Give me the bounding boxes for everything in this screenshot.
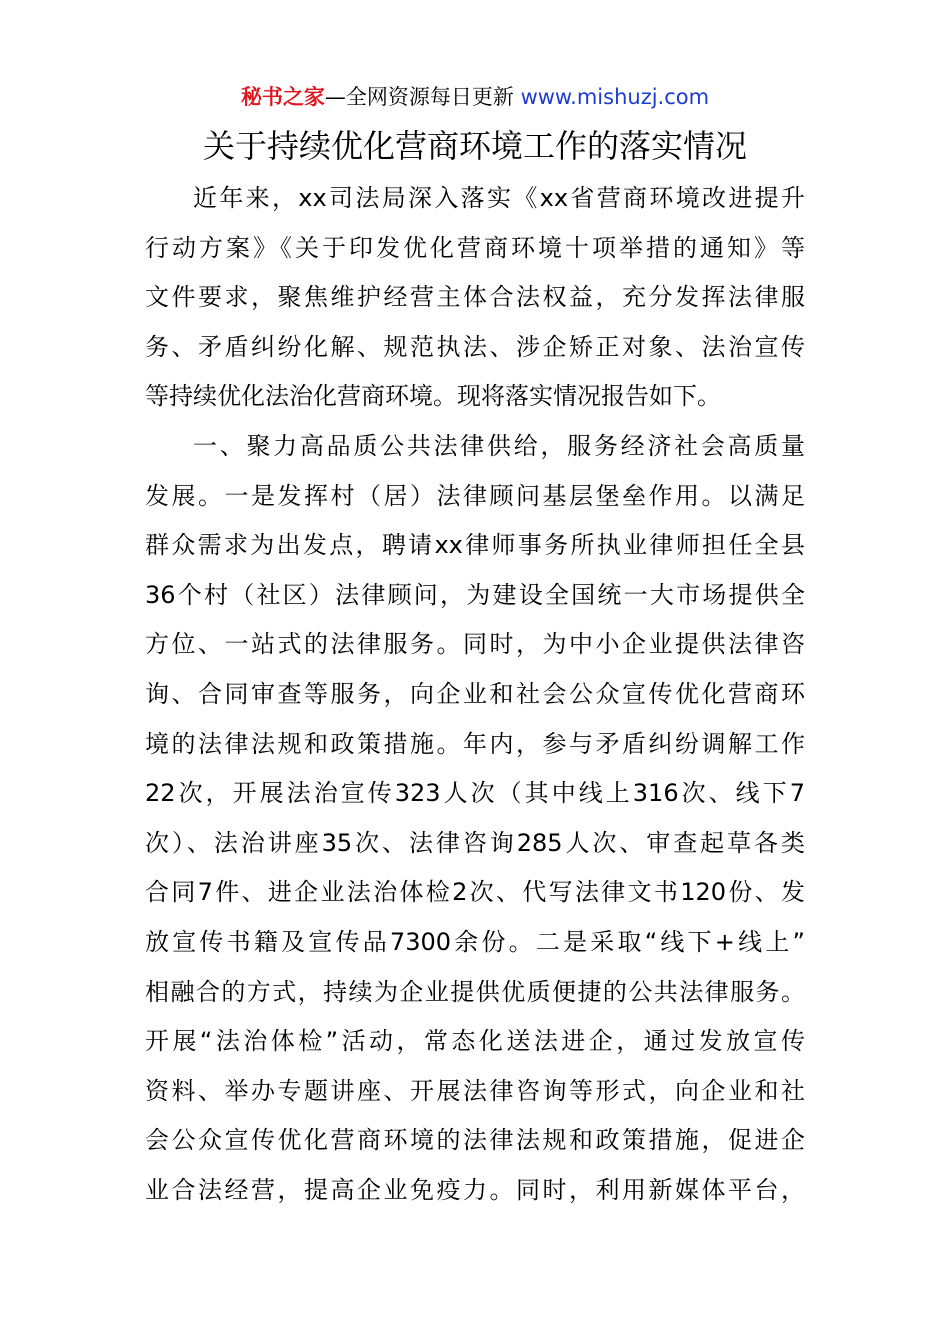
text-line: 境的法律法规和政策措施。年内，参与矛盾纠纷调解工作 [145,729,805,758]
text-line: 近年来，xx司法局深入落实《xx省营商环境改进提升 [193,184,805,212]
text-line: 群众需求为出发点，聘请xx律师事务所执业律师担任全县 [145,531,805,560]
text-line: 行动方案》《关于印发优化营商环境十项举措的通知》等 [145,233,805,262]
text-line: 22次，开展法治宣传323人次（其中线上316次、线下7 [145,779,805,808]
paragraph-intro [145,174,805,422]
text-line: 资料、举办专题讲座、开展法律咨询等形式，向企业和社 [145,1076,805,1105]
document-title: 关于持续优化营商环境工作的落实情况 [202,127,747,165]
text-line: 询、合同审查等服务，向企业和社会公众宣传优化营商环 [145,679,805,708]
text-line: 相融合的方式，持续为企业提供优质便捷的公共法律服务。 [145,977,805,1006]
document-body [145,174,805,1215]
text-line: 业合法经营，提高企业免疫力。同时，利用新媒体平台， [145,1175,805,1204]
text-line: 放宣传书籍及宣传品7300余份。二是采取“线下+线上” [145,927,805,956]
site-url[interactable]: www.mishuzj.com [520,85,710,109]
site-header [145,82,805,112]
brand-name: 秘书之家 [240,85,325,109]
text-line: 文件要求，聚焦维护经营主体合法权益，充分发挥法律服 [145,283,805,312]
site-tagline: —全网资源每日更新 [324,85,514,109]
paragraph-section-one [145,422,805,1216]
text-line: 等持续优化法治化营商环境。现将落实情况报告如下。 [145,382,721,411]
text-line: 发展。一是发挥村（居）法律顾问基层堡垒作用。以满足 [145,481,805,510]
text-line: 次）、法治讲座35次、法律咨询285人次、审查起草各类 [145,828,805,857]
text-line: 方位、一站式的法律服务。同时，为中小企业提供法律咨 [145,630,805,659]
text-line: 一、聚力高品质公共法律供给，服务经济社会高质量 [193,431,805,460]
text-line: 36个村（社区）法律顾问，为建设全国统一大市场提供全 [145,580,805,609]
text-line: 合同7件、进企业法治体检2次、代写法律文书120份、发 [145,878,805,907]
text-line: 务、矛盾纠纷化解、规范执法、涉企矫正对象、法治宣传 [145,332,805,361]
text-line: 会公众宣传优化营商环境的法律法规和政策措施，促进企 [145,1126,805,1155]
text-line: 开展“法治体检”活动，常态化送法进企，通过发放宣传 [145,1027,805,1056]
